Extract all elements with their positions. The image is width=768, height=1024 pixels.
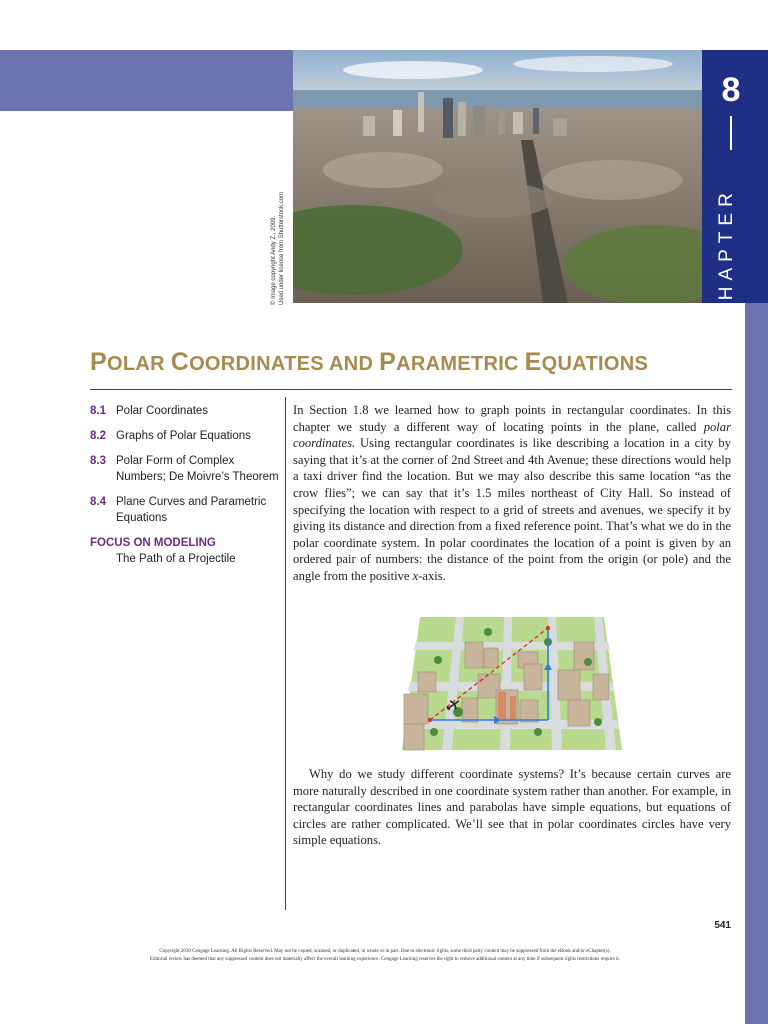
page-number: 541 bbox=[714, 920, 731, 931]
chapter-divider bbox=[730, 116, 732, 150]
toc-item[interactable] bbox=[90, 453, 280, 485]
section-title: Plane Curves and Parametric Equations bbox=[116, 496, 267, 524]
city-photo bbox=[293, 50, 702, 303]
intro-paragraph: In Section 1.8 we learned how to graph points in rectangular coordinates. In this chapter we study a different way of locating points in the plane, called polar coordinates. Using rectangular coordinates is like describing a location in a city by saying that it’s at the corner of 2nd Street and 4th Avenue; these directions would help a taxi driver find the location. But we may also describe this same location “as the crow flies”; we can say that it’s 1.5 miles northeast of City Hall. So instead of specifying the location with respect to a grid of streets and avenues, we specify it by giving its distance and direction from a fixed reference point. That’s what we do in the polar coordinate system. In polar coordinates the location of a point is given by an ordered pair of numbers: the distance of the point from the origin (or pole) and the angle from the positive x-axis. bbox=[293, 403, 731, 583]
chapter-label: CHAPTER bbox=[716, 187, 737, 320]
section-title: Polar Form of Complex Numbers; De Moivre’s Theorem bbox=[116, 455, 279, 483]
toc-item[interactable] bbox=[90, 403, 280, 419]
table-of-contents bbox=[90, 403, 280, 567]
section-number: 8.3 bbox=[90, 455, 106, 467]
title-divider bbox=[90, 389, 732, 390]
section-title: Polar Coordinates bbox=[116, 405, 209, 417]
city-grid-illustration bbox=[398, 612, 626, 752]
focus-title[interactable]: The Path of a Projectile bbox=[116, 553, 236, 565]
toc-item[interactable] bbox=[90, 494, 280, 526]
section-number: 8.1 bbox=[90, 405, 106, 417]
toc-item[interactable] bbox=[90, 428, 280, 444]
second-paragraph: Why do we study different coordinate systems? It’s because certain curves are more naturally described in one coordinate system rather than another. For example, in rectangular coordinates lines and parabolas have simple equations, but equations of circles are rather complicated. We’ll see that in polar coordinates circles have very simple equations. bbox=[293, 767, 731, 848]
photo-credit: © Image copyright Andy Z., 2009. Used under license from Shutterstock.com bbox=[271, 191, 285, 305]
column-divider bbox=[285, 397, 286, 910]
section-number: 8.2 bbox=[90, 430, 106, 442]
section-number: 8.4 bbox=[90, 496, 106, 508]
chapter-number: 8 bbox=[721, 71, 741, 109]
header-band bbox=[0, 50, 293, 111]
copyright-notice: Copyright 2010 Cengage Learning. All Rights Reserved. May not be copied, scanned, or duplicated, in whole or in part. Due to electronic rights, some third party content may be suppressed from the eBook and/or eChapter(s). Editorial review has deemed that any suppressed content does not materially affect the overall learning experience. Cengage Learning reserves the right to remove additional content at any time if subsequent rights restrictions require it. bbox=[149, 949, 621, 962]
focus-heading: FOCUS ON MODELING bbox=[90, 537, 216, 549]
chapter-title: POLAR COORDINATES AND PARAMETRIC EQUATIONS bbox=[90, 348, 649, 376]
chapter-tab bbox=[702, 50, 768, 320]
section-title: Graphs of Polar Equations bbox=[116, 430, 251, 442]
side-bar bbox=[745, 303, 768, 1024]
